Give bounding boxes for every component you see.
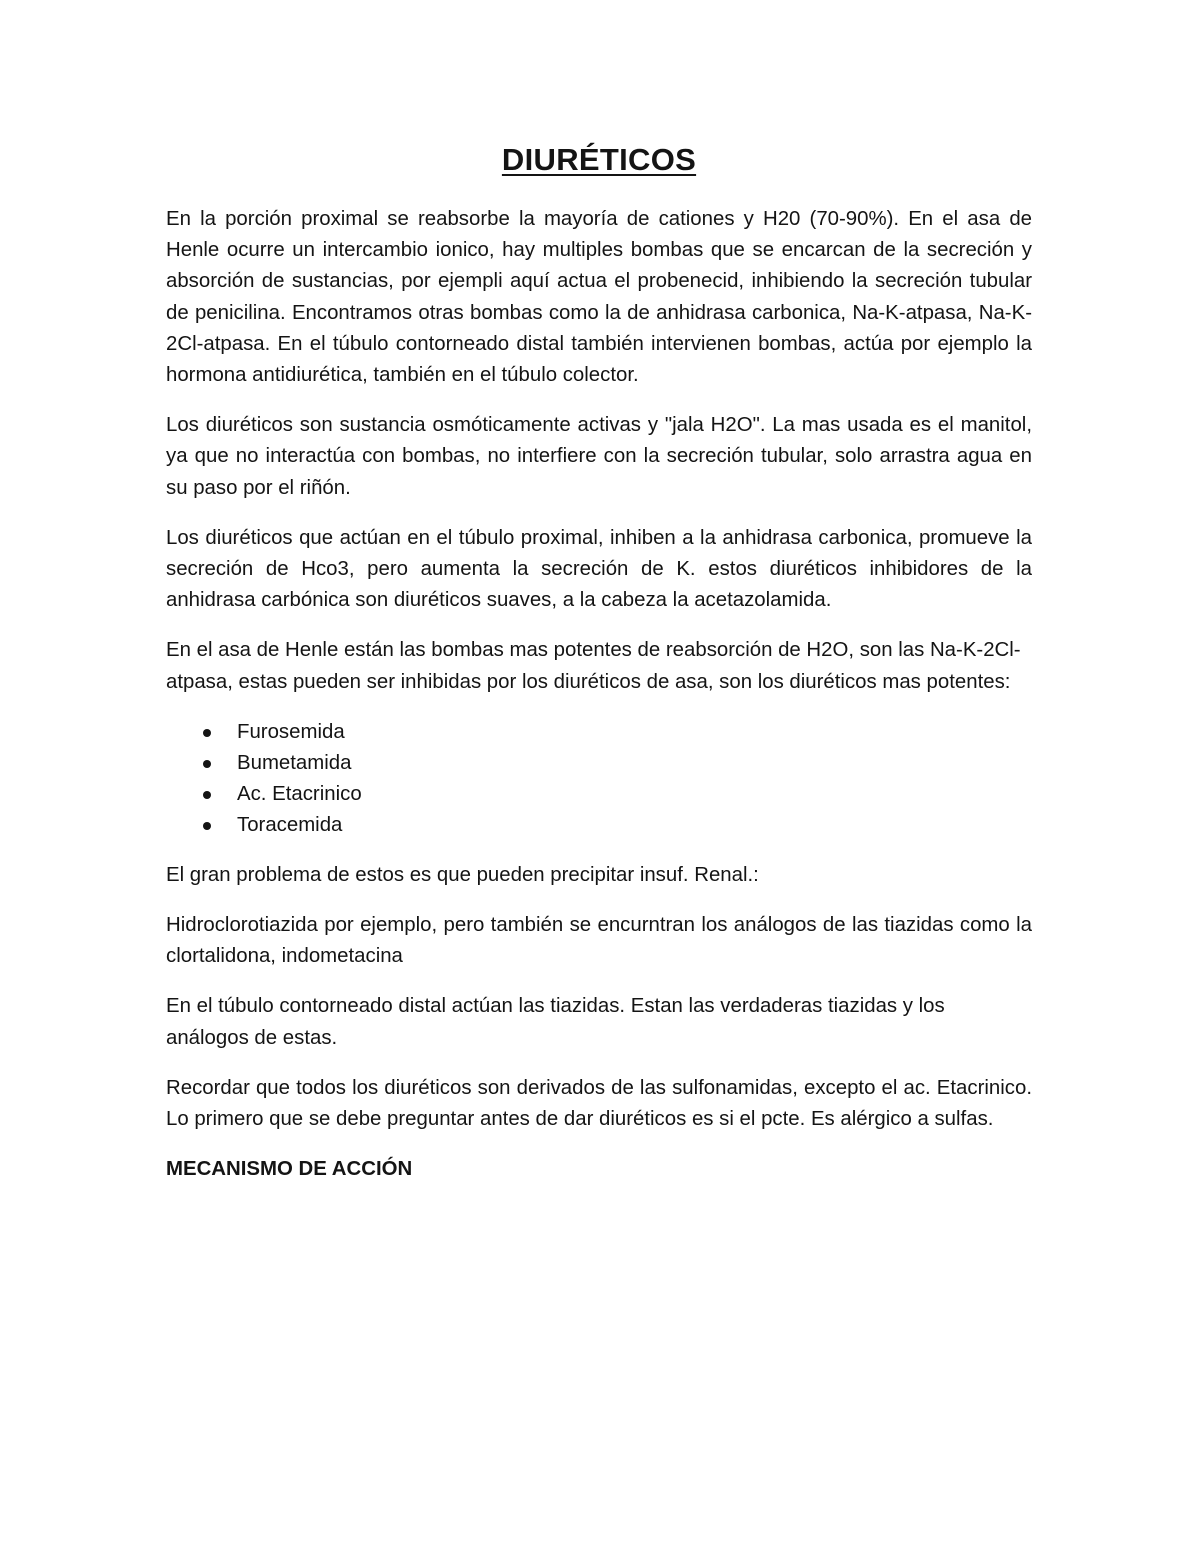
list-item (166, 717, 1032, 748)
list-item-label: Ac. Etacrinico (237, 782, 362, 805)
list-item (166, 810, 1032, 841)
list-item-label: Toracemida (237, 813, 343, 836)
list-item-label: Bumetamida (237, 751, 352, 774)
paragraph-distal-tubule-thiazides: En el túbulo contorneado distal actúan las tiazidas. Estan las verdaderas tiazidas y los análogos de estas. (166, 995, 945, 1049)
loop-diuretics-list (166, 717, 1032, 841)
paragraph-loop-of-henle: En el asa de Henle están las bombas mas potentes de reabsorción de H2O, son las Na-K-2Cl-atpasa, estas pueden ser inhibidas por los diuréticos de asa, son los diuréticos mas potentes: (166, 639, 1021, 693)
bullet-icon (203, 791, 211, 799)
bullet-icon (203, 729, 211, 737)
paragraph-osmotic-diuretics: Los diuréticos son sustancia osmóticamente activas y "jala H2O". La mas usada es el manitol, ya que no interactúa con bombas, no interfiere con la secreción tubular, solo arrastra agua en su paso por el riñón. (166, 414, 1032, 499)
document-page (166, 136, 1032, 1185)
list-item-label: Furosemida (237, 720, 345, 743)
list-item (166, 779, 1032, 810)
section-heading-mechanism: MECANISMO DE ACCIÓN (166, 1158, 413, 1181)
bullet-icon (203, 822, 211, 830)
list-item (166, 748, 1032, 779)
paragraph-renal-insufficiency: El gran problema de estos es que pueden precipitar insuf. Renal.: (166, 863, 759, 886)
paragraph-proximal-portion: En la porción proximal se reabsorbe la mayoría de cationes y H20 (70-90%). En el asa de Henle ocurre un intercambio ionico, hay multiples bombas que se encarcan de la secreción y absorción de sustancias, por ejempli aquí actua el probenecid, inhibiendo la secreción tubular de penicilina. Encontramos otras bombas como la de anhidrasa carbonica, Na-K-atpasa, Na-K-2Cl-atpasa. En el túbulo contorneado distal también intervienen bombas, actúa por ejemplo la hormona antidiurética, también en el túbulo colector. (166, 208, 1032, 387)
document-title: DIURÉTICOS (501, 142, 697, 177)
paragraph-hydrochlorothiazide: Hidroclorotiazida por ejemplo, pero también se encurntran los análogos de las tiazidas como la clortalidona, indometacina (166, 914, 1032, 968)
paragraph-sulfonamides-reminder: Recordar que todos los diuréticos son derivados de las sulfonamidas, excepto el ac. Etacrinico. Lo primero que se debe preguntar antes de dar diuréticos es si el pcte. Es alérgico a sulfas. (166, 1076, 1032, 1131)
paragraph-proximal-tubule-diuretics: Los diuréticos que actúan en el túbulo proximal, inhiben a la anhidrasa carbonica, promueve la secreción de Hco3, pero aumenta la secreción de K. estos diuréticos inhibidores de la anhidrasa carbónica son diuréticos suaves, a la cabeza la acetazolamida. (166, 526, 1032, 612)
bullet-icon (203, 760, 211, 768)
